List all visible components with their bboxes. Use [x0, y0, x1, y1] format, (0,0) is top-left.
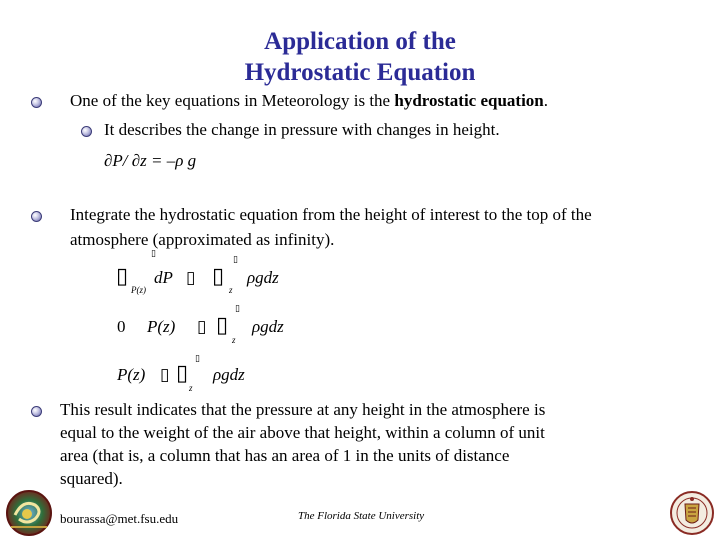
bullet-3-line-1: This result indicates that the pressure at any height in the atmosphere is: [60, 400, 546, 419]
eq1-dP: dP: [154, 268, 173, 287]
slide-title-line-1: Application of the: [264, 28, 456, 55]
university-seal: [669, 490, 715, 536]
bullet-1-sub-text: It describes the change in pressure with changes in height.: [104, 120, 500, 139]
bullet-1-post: .: [543, 91, 549, 110]
upper-limit-glyph: ▯: [151, 248, 156, 258]
placeholder-glyph: ▯: [186, 268, 196, 287]
upper-limit-glyph: ▯: [195, 353, 200, 363]
upper-limit-glyph: ▯: [233, 254, 238, 264]
eq1-lower-limit-z: z: [229, 285, 233, 295]
placeholder-glyph: ▯: [160, 365, 170, 384]
bullet-2-line-2: atmosphere (approximated as infinity).: [70, 230, 335, 249]
eq1-lower-limit: P(z): [131, 285, 146, 295]
eq2-zero: 0: [117, 317, 126, 336]
eq2-lower-limit: z: [232, 335, 236, 345]
upper-limit-glyph: ▯: [235, 303, 240, 313]
eq2-rho-g-dz: ρgdz: [252, 317, 284, 336]
bullet-3-line-2: equal to the weight of the air above that height, within a column of unit: [60, 423, 545, 442]
bullet-icon: [31, 406, 42, 417]
bullet-3-line-4: squared).: [60, 469, 123, 488]
eq1-rho-g-dz: ρgdz: [247, 268, 279, 287]
placeholder-glyph: ▯: [176, 360, 189, 385]
placeholder-glyph: ▯: [197, 317, 207, 336]
footer-email: bourassa@met.fsu.edu: [60, 511, 179, 526]
eq3-lower-limit: z: [189, 383, 193, 393]
bullet-1-bold: hydrostatic equation: [394, 91, 544, 110]
eq3-rho-g-dz: ρgdz: [213, 365, 245, 384]
bullet-3-line-3: area (that is, a column that has an area of 1 in the units of distance: [60, 446, 510, 465]
eq3-Pz: P(z): [117, 365, 146, 384]
bullet-1-pre: One of the key equations in Meteorology is the: [70, 91, 395, 110]
footer-university: The Florida State University: [298, 510, 425, 522]
bullet-2-line-1: Integrate the hydrostatic equation from the height of interest to the top of the: [70, 205, 592, 224]
eq2-Pz: P(z): [147, 317, 176, 336]
met-logo: [5, 489, 53, 537]
slide-title-line-2: Hydrostatic Equation: [244, 59, 476, 86]
placeholder-glyph: ▯: [212, 263, 225, 288]
placeholder-glyph: ▯: [116, 263, 129, 288]
placeholder-glyph: ▯: [216, 312, 229, 337]
hydrostatic-equation: ∂P/ ∂z = –ρ g: [104, 151, 197, 170]
